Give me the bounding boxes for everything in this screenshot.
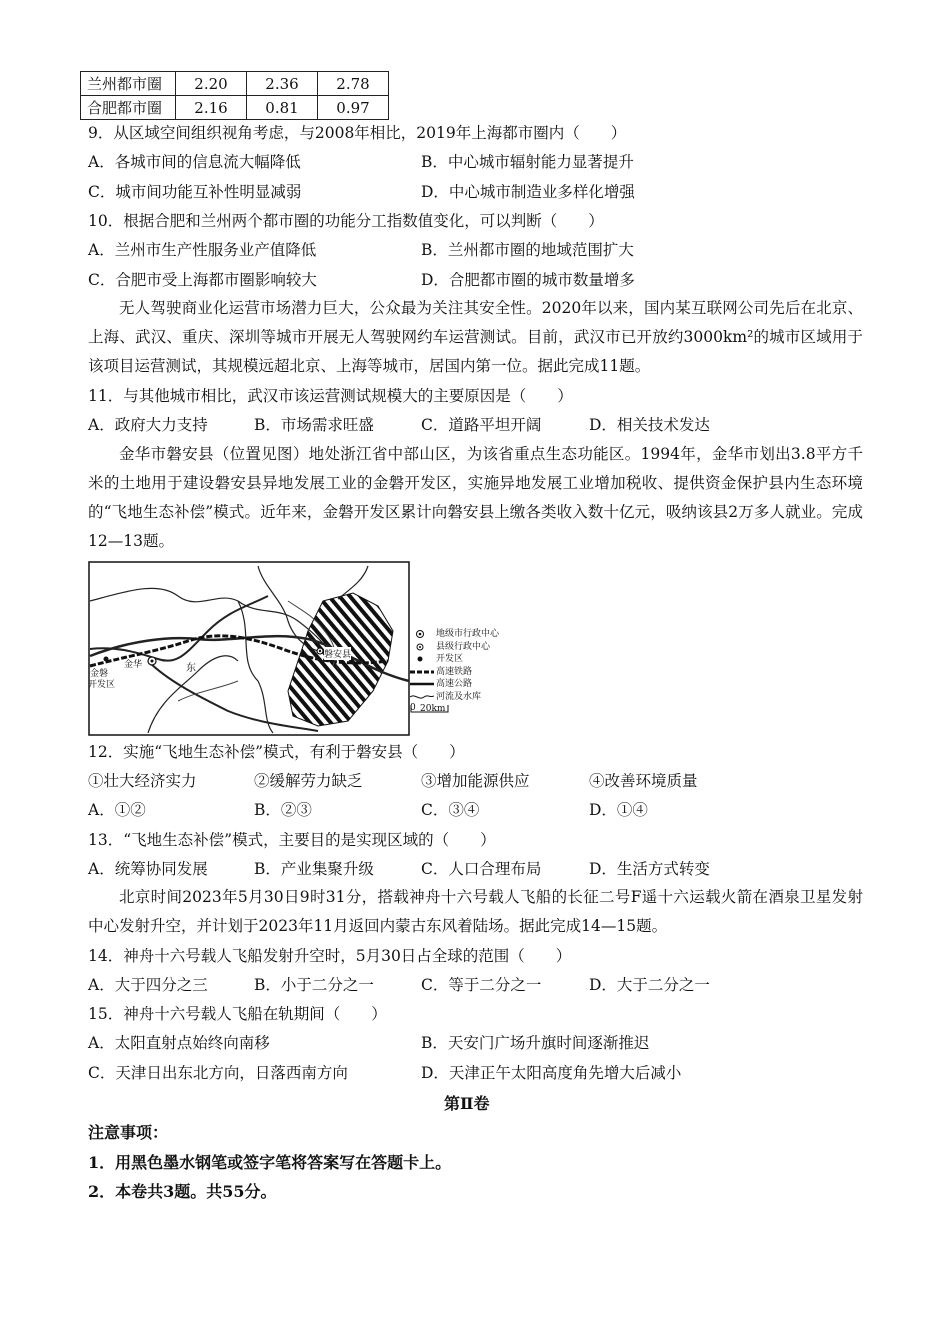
- q15-option-d: D．天津正午太阳高度角先增大后减小: [421, 1064, 682, 1082]
- q11-option-a: A．政府大力支持: [88, 416, 208, 434]
- passage-panan: 金华市磐安县（位置见图）地处浙江省中部山区，为该省重点生态功能区。1994年，金华市划出3.8平方千米的土地用于建设磐安县异地发展工业的金磐开发区，实施异地发展工业增加税收、提供资金保护县内生态环境的“飞地生态补偿”模式。近年来，金磐开发区累计向磐安县上缴各类收入数十亿元，吸纳该县2万多人就业。完成12—13题。: [88, 445, 863, 550]
- q12-option-b: B．②③: [254, 801, 312, 819]
- table-cell: 2.78: [318, 72, 389, 96]
- q12-option-a: A．①②: [88, 801, 146, 819]
- county-center-icon: [410, 642, 430, 652]
- river-icon: [410, 692, 434, 702]
- legend-item: 河流及水库: [410, 691, 499, 704]
- q12-item-3: ③增加能源供应: [421, 772, 530, 790]
- q14-option-a: A．大于四分之三: [88, 976, 208, 994]
- map-label-panan: 磐安县: [324, 647, 351, 660]
- q11-stem: 11．与其他城市相比，武汉市该运营测试规模大的主要原因是（ ）: [88, 387, 573, 405]
- q14-stem: 14．神舟十六号载人飞船发射升空时，5月30日占全球的范围（ ）: [88, 947, 572, 965]
- legend-item: 高速铁路: [410, 666, 499, 679]
- q9-option-a: A．各城市间的信息流大幅降低: [88, 153, 301, 171]
- section-title: 第Ⅱ卷: [444, 1094, 490, 1113]
- map-label-jinhua: 金华: [124, 660, 143, 670]
- map-label-kaifaqu: 开发区: [88, 680, 116, 690]
- q15-option-c: C．天津日出东北方向，日落西南方向: [88, 1064, 348, 1082]
- q15-stem: 15．神舟十六号载人飞船在轨期间（ ）: [88, 1005, 387, 1023]
- q12-item-4: ④改善环境质量: [589, 772, 698, 790]
- q10-stem: 10．根据合肥和兰州两个都市圈的功能分工指数值变化，可以判断（ ）: [88, 212, 604, 230]
- q11-option-b: B．市场需求旺盛: [254, 416, 374, 434]
- q12-item-1: ①壮大经济实力: [88, 772, 197, 790]
- q15-option-a: A．太阳直射点始终向南移: [88, 1034, 270, 1052]
- q13-option-a: A．统筹协同发展: [88, 860, 208, 878]
- table-cell: 2.36: [247, 72, 318, 96]
- q13-option-c: C．人口合理布局: [421, 860, 542, 878]
- notice-heading: 注意事项：: [88, 1123, 169, 1142]
- q14-option-c: C．等于二分之一: [421, 976, 542, 994]
- prefecture-center-icon: [410, 629, 430, 639]
- q9-option-d: D．中心城市制造业多样化增强: [421, 183, 635, 201]
- map-label-jinpan: 金磐: [90, 669, 109, 679]
- q10-option-c: C．合肥市受上海都市圈影响较大: [88, 271, 317, 289]
- q13-option-b: B．产业集聚升级: [254, 860, 374, 878]
- table-cell: 合肥都市圈: [81, 96, 176, 120]
- legend-item: 县级行政中心: [410, 641, 499, 654]
- q10-option-a: A．兰州市生产性服务业产值降低: [88, 241, 317, 259]
- legend-item: 地级市行政中心: [410, 628, 499, 641]
- q10-option-d: D．合肥都市圈的城市数量增多: [421, 271, 635, 289]
- table-cell: 2.16: [176, 96, 247, 120]
- passage-driverless: 无人驾驶商业化运营市场潜力巨大，公众最为关注其安全性。2020年以来，国内某互联网公司先后在北京、上海、武汉、重庆、深圳等城市开展无人驾驶网约车运营测试。目前，武汉市已开放约3000km²的城市区域用于该项目运营测试，其规模远超北京、上海等城市，居国内第一位。据此完成11题。: [88, 299, 863, 375]
- notice-item: 2．本卷共3题。共55分。: [88, 1182, 277, 1201]
- q9-stem: 9．从区域空间组织视角考虑，与2008年相比，2019年上海都市圈内（ ）: [88, 124, 627, 142]
- q15-option-b: B．天安门广场升旗时间逐渐推迟: [421, 1034, 650, 1052]
- development-zone-icon: [410, 654, 430, 664]
- table-cell: 2.20: [176, 72, 247, 96]
- q12-option-d: D．①④: [589, 801, 648, 819]
- map-legend: 地级市行政中心 县级行政中心 开发区 高速铁路 高速公路 河流及水库 0 20km: [410, 629, 500, 714]
- table-row: [81, 96, 389, 120]
- q14-option-d: D．大于二分之一: [589, 976, 710, 994]
- notice-item: 1．用黑色墨水钢笔或签字笔将答案写在答题卡上。: [88, 1153, 452, 1172]
- q9-option-c: C．城市间功能互补性明显减弱: [88, 183, 302, 201]
- q13-stem: 13．“飞地生态补偿”模式，主要目的是实现区域的（ ）: [88, 831, 496, 849]
- q12-option-c: C．③④: [421, 801, 480, 819]
- q12-stem: 12．实施“飞地生态补偿”模式，有利于磐安县（ ）: [88, 743, 465, 761]
- q11-option-d: D．相关技术发达: [589, 416, 710, 434]
- q14-option-b: B．小于二分之一: [254, 976, 374, 994]
- q9-option-b: B．中心城市辐射能力显著提升: [421, 153, 634, 171]
- legend-item: 高速公路: [410, 678, 499, 691]
- table-cell: 兰州都市圈: [81, 72, 176, 96]
- map-label-dong: 东: [186, 663, 196, 674]
- table-row: [81, 72, 389, 96]
- legend-item: 开发区: [410, 653, 499, 666]
- q11-option-c: C．道路平坦开阔: [421, 416, 542, 434]
- table-cell: 0.81: [247, 96, 318, 120]
- highway-icon: [410, 679, 434, 689]
- q12-item-2: ②缓解劳力缺乏: [254, 772, 363, 790]
- passage-shenzhou: 北京时间2023年5月30日9时31分，搭载神舟十六号载人飞船的长征二号F遥十六运载火箭在酒泉卫星发射中心发射升空，并计划于2023年11月返回内蒙古东风着陆场。据此完成14—15题。: [88, 888, 863, 935]
- q13-option-d: D．生活方式转变: [589, 860, 710, 878]
- railway-icon: [410, 667, 434, 677]
- location-map: [88, 561, 410, 736]
- table-cell: 0.97: [318, 96, 389, 120]
- q10-option-b: B．兰州都市圈的地域范围扩大: [421, 241, 634, 259]
- index-table: [80, 71, 389, 120]
